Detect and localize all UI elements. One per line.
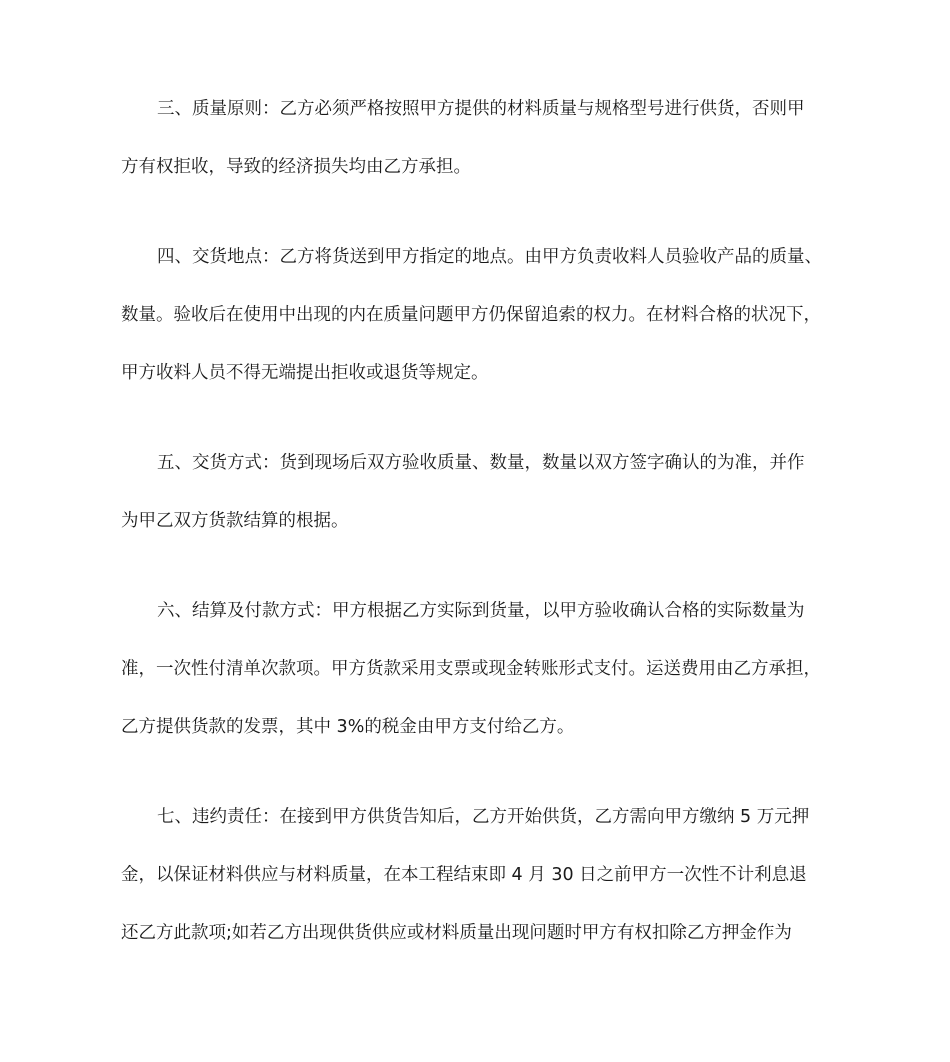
liability-clause-line-2: 金，以保证材料供应与材料质量，在本工程结束即 4 月 30 日之前甲方一次性不计利息退 [121,865,807,885]
liability-clause-line-1: 七、违约责任：在接到甲方供货告知后，乙方开始供货，乙方需向甲方缴纳 5 万元押 [157,807,810,827]
liability-clause-line-3: 还乙方此款项;如若乙方出现供货供应或材料质量出现问题时甲方有权扣除乙方押金作为 [121,923,792,943]
settlement-clause-line-2: 准，一次性付清单次款项。甲方货款采用支票或现金转账形式支付。运送费用由乙方承担， [121,659,821,679]
settlement-clause-line-3: 乙方提供货款的发票，其中 3%的税金由甲方支付给乙方。 [121,717,575,737]
quality-clause-line-1: 三、质量原则：乙方必须严格按照甲方提供的材料质量与规格型号进行供货，否则甲 [157,99,805,119]
delivery-place-clause-line-2: 数量。验收后在使用中出现的内在质量问题甲方仍保留追索的权力。在材料合格的状况下， [121,305,821,325]
settlement-clause-line-1: 六、结算及付款方式：甲方根据乙方实际到货量，以甲方验收确认合格的实际数量为 [157,601,805,621]
delivery-method-clause-line-1: 五、交货方式：货到现场后双方验收质量、数量，数量以双方签字确认的为准，并作 [157,453,805,473]
delivery-place-clause-line-3: 甲方收料人员不得无端提出拒收或退货等规定。 [121,363,489,383]
quality-clause-line-2: 方有权拒收，导致的经济损失均由乙方承担。 [121,157,471,177]
delivery-method-clause-line-2: 为甲乙双方货款结算的根据。 [121,511,349,531]
delivery-place-clause-line-1: 四、交货地点：乙方将货送到甲方指定的地点。由甲方负责收料人员验收产品的质量、 [157,247,822,267]
